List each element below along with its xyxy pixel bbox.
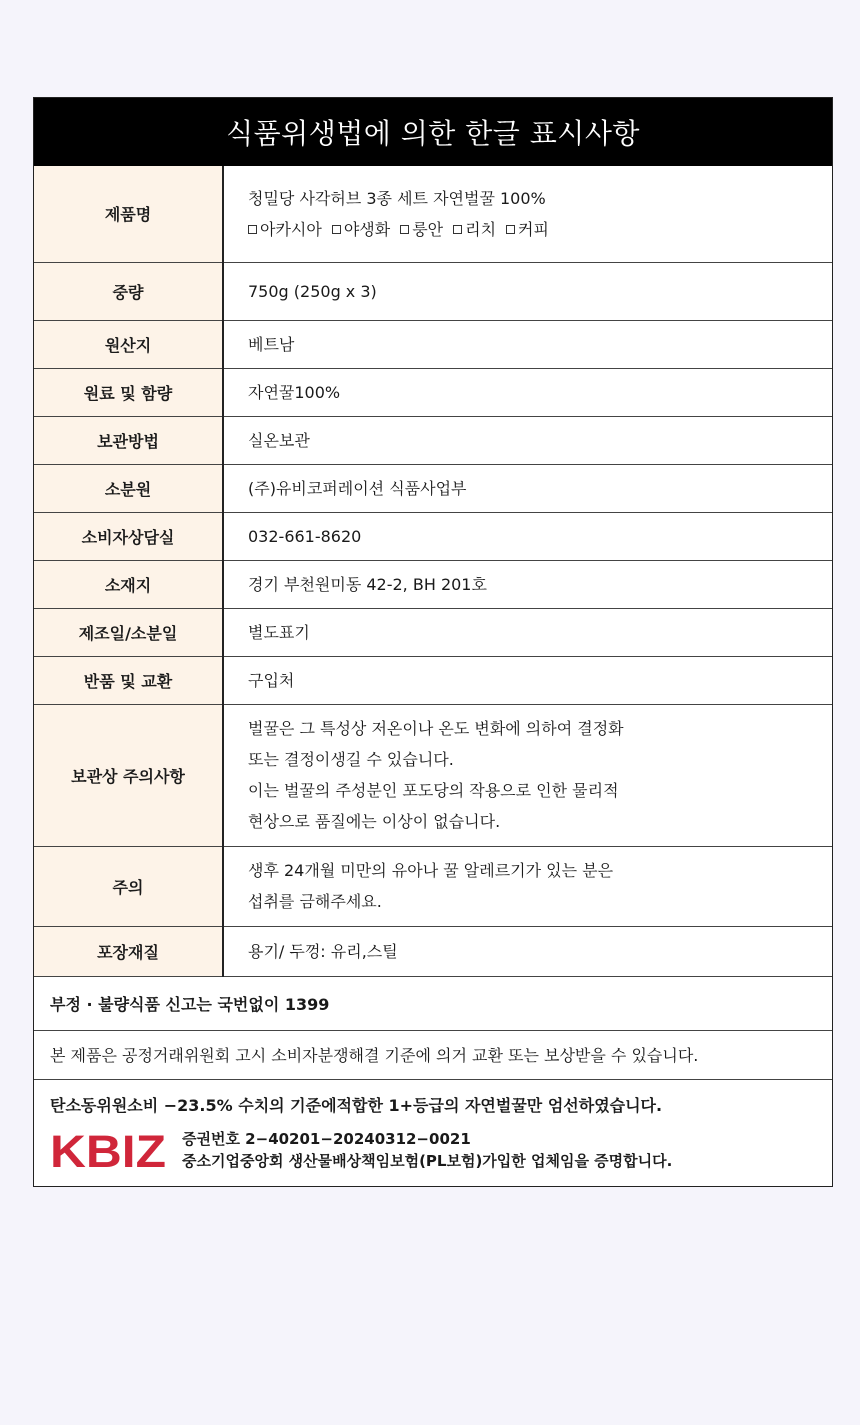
kbiz-logo: [50, 1128, 168, 1172]
product-options: [248, 214, 832, 245]
option-item: 아카시아: [248, 220, 322, 239]
product-value: [223, 166, 832, 262]
table-row: [34, 320, 832, 368]
row-label: 소분원: [34, 464, 223, 512]
row-value: 경기 부천원미동 42-2, BH 201호: [223, 560, 832, 608]
row-value: 용기/ 두껑: 유리,스틸: [223, 926, 832, 976]
row-value: 실온보관: [223, 416, 832, 464]
option-item: 커피: [506, 220, 549, 239]
table-row: [34, 926, 832, 976]
row-label: 제품명: [34, 166, 223, 262]
exchange-notice: 본 제품은 공정거래위원회 고시 소비자분쟁해결 기준에 의거 교환 또는 보상받을 수 있습니다.: [34, 1031, 832, 1080]
cert-number: 증권번호 2−40201−20240312−0021: [182, 1129, 471, 1148]
table-row: [34, 846, 832, 926]
table-row: [34, 464, 832, 512]
report-notice: 부정 · 불량식품 신고는 국번없이 1399: [34, 977, 832, 1031]
row-label: 보관방법: [34, 416, 223, 464]
storage-value: [223, 704, 832, 846]
table-row: [34, 512, 832, 560]
row-label: 소비자상담실: [34, 512, 223, 560]
kbiz-cert: [182, 1128, 672, 1172]
row-value: 032-661-8620: [223, 512, 832, 560]
row-value: 자연꿀100%: [223, 368, 832, 416]
option-item: 룽안: [400, 220, 443, 239]
checkbox-icon: [332, 225, 341, 234]
row-label: 중량: [34, 262, 223, 320]
row-label: 원료 및 함량: [34, 368, 223, 416]
storage-line: 벌꿀은 그 특성상 저온이나 온도 변화에 의하여 결정화: [248, 719, 624, 738]
checkbox-icon: [400, 225, 409, 234]
caution-line: 섭취를 금해주세요.: [248, 892, 382, 911]
row-label: 포장재질: [34, 926, 223, 976]
row-value: 베트남: [223, 320, 832, 368]
sheet-title: 식품위생법에 의한 한글 표시사항: [34, 98, 832, 166]
storage-line: 현상으로 품질에는 이상이 없습니다.: [248, 812, 501, 831]
table-row: [34, 656, 832, 704]
table-row: [34, 166, 832, 262]
table-row: [34, 416, 832, 464]
isotope-statement: 탄소동위원소비 −23.5% 수치의 기준에적합한 1+등급의 자연벌꿀만 엄선하였습니다.: [50, 1095, 663, 1115]
kbiz-section: [34, 1080, 832, 1186]
checkbox-icon: [248, 225, 257, 234]
checkbox-icon: [453, 225, 462, 234]
row-value: (주)유비코퍼레이션 식품사업부: [223, 464, 832, 512]
table-row: [34, 608, 832, 656]
product-name: 청밀당 사각허브 3종 세트 자연벌꿀 100%: [248, 188, 546, 208]
row-label: 주의: [34, 846, 223, 926]
table-row: [34, 368, 832, 416]
row-value: 별도표기: [223, 608, 832, 656]
storage-line: 이는 벌꿀의 주성분인 포도당의 작용으로 인한 물리적: [248, 781, 619, 800]
table-row: [34, 560, 832, 608]
storage-line: 또는 결정이생길 수 있습니다.: [248, 750, 454, 769]
row-label: 제조일/소분일: [34, 608, 223, 656]
row-value: 750g (250g x 3): [223, 262, 832, 320]
svg-text:KBIZ: KBIZ: [50, 1127, 166, 1172]
table-row: [34, 262, 832, 320]
option-item: 리치: [453, 220, 496, 239]
caution-line: 생후 24개월 미만의 유아나 꿀 알레르기가 있는 분은: [248, 861, 614, 880]
option-item: 야생화: [332, 220, 390, 239]
info-table: [34, 166, 832, 977]
checkbox-icon: [506, 225, 515, 234]
row-label: 소재지: [34, 560, 223, 608]
caution-value: [223, 846, 832, 926]
row-label: 반품 및 교환: [34, 656, 223, 704]
table-row: [34, 704, 832, 846]
row-label: 보관상 주의사항: [34, 704, 223, 846]
row-value: 구입처: [223, 656, 832, 704]
cert-text: 중소기업중앙회 생산물배상책임보험(PL보험)가입한 업체임을 증명합니다.: [182, 1151, 673, 1170]
row-label: 원산지: [34, 320, 223, 368]
label-sheet: [33, 97, 833, 1187]
